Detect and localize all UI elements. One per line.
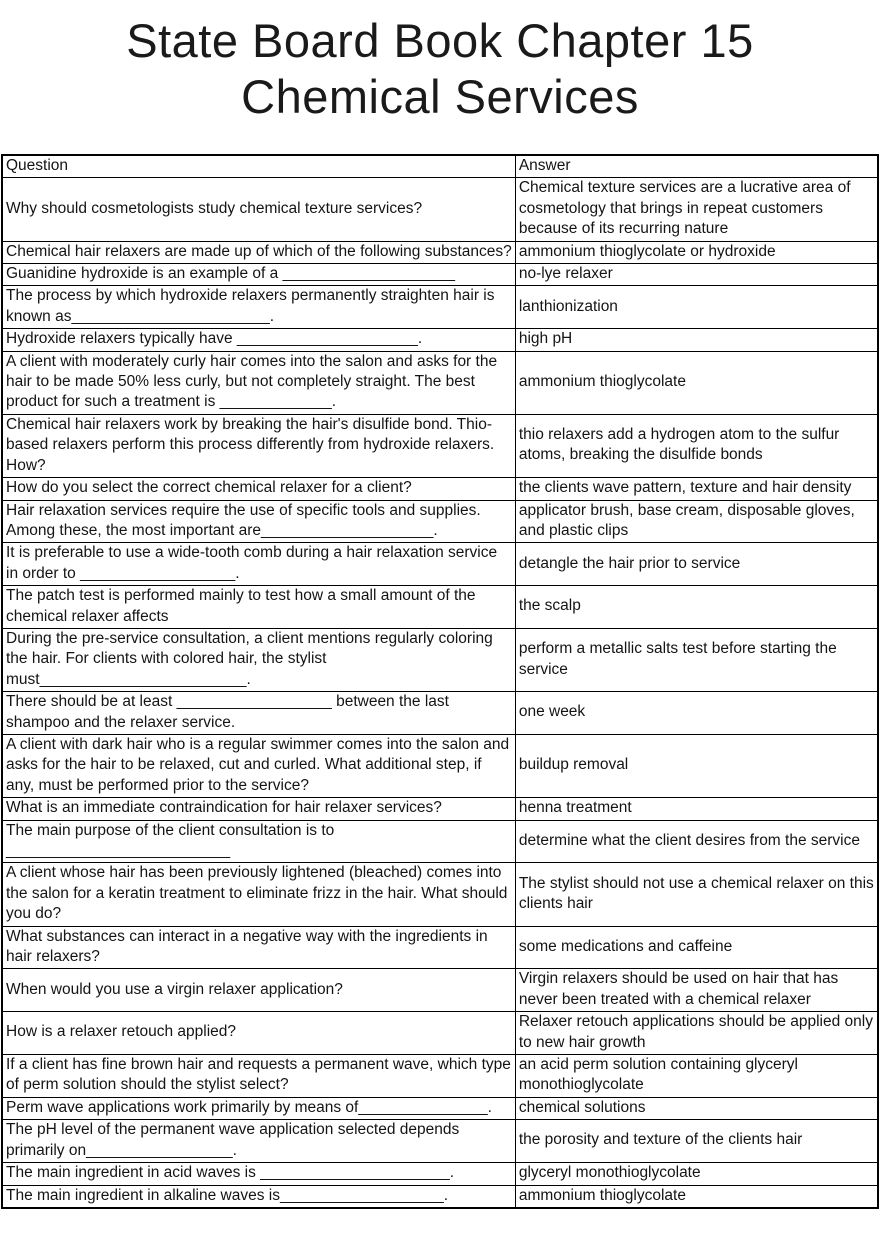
answer-cell: determine what the client desires from the service (515, 820, 878, 863)
table-row (2, 543, 878, 586)
table-row (2, 1120, 878, 1163)
question-cell: How is a relaxer retouch applied? (2, 1012, 515, 1055)
table-row (2, 1097, 878, 1119)
table-row (2, 1055, 878, 1098)
question-cell: The main ingredient in acid waves is ______________________. (2, 1163, 515, 1185)
question-cell: When would you use a virgin relaxer application? (2, 969, 515, 1012)
question-cell: How do you select the correct chemical relaxer for a client? (2, 478, 515, 500)
question-cell: The main purpose of the client consultation is to __________________________ (2, 820, 515, 863)
answer-cell: Relaxer retouch applications should be applied only to new hair growth (515, 1012, 878, 1055)
question-cell: What is an immediate contraindication for hair relaxer services? (2, 798, 515, 820)
question-cell: It is preferable to use a wide-tooth comb during a hair relaxation service in order to __________________. (2, 543, 515, 586)
question-cell: Chemical hair relaxers are made up of which of the following substances? (2, 241, 515, 263)
answer-cell: high pH (515, 329, 878, 351)
answer-cell: some medications and caffeine (515, 926, 878, 969)
table-row (2, 286, 878, 329)
title-line-2: Chemical Services (241, 70, 639, 123)
answer-cell: one week (515, 692, 878, 735)
answer-cell: buildup removal (515, 734, 878, 797)
table-row (2, 734, 878, 797)
answer-cell: an acid perm solution containing glyceryl monothioglycolate (515, 1055, 878, 1098)
answer-cell: applicator brush, base cream, disposable gloves, and plastic clips (515, 500, 878, 543)
answer-cell: glyceryl monothioglycolate (515, 1163, 878, 1185)
table-row (2, 178, 878, 241)
question-cell: Chemical hair relaxers work by breaking the hair's disulfide bond. Thio-based relaxers perform this process differently from hydroxide relaxers. How? (2, 414, 515, 477)
question-cell: What substances can interact in a negative way with the ingredients in hair relaxers? (2, 926, 515, 969)
answer-cell: Chemical texture services are a lucrative area of cosmetology that brings in repeat customers because of its recurring nature (515, 178, 878, 241)
answer-cell: the scalp (515, 586, 878, 629)
table-row (2, 863, 878, 926)
header-row (2, 155, 878, 178)
table-row (2, 692, 878, 735)
answer-cell: the clients wave pattern, texture and hair density (515, 478, 878, 500)
table-row (2, 414, 878, 477)
table-row (2, 351, 878, 414)
table-row (2, 329, 878, 351)
answer-cell: Virgin relaxers should be used on hair that has never been treated with a chemical relaxer (515, 969, 878, 1012)
question-cell: A client whose hair has been previously lightened (bleached) comes into the salon for a keratin treatment to eliminate frizz in the hair. What should you do? (2, 863, 515, 926)
qa-table-body (2, 178, 878, 1208)
answer-cell: no-lye relaxer (515, 264, 878, 286)
question-cell: The main ingredient in alkaline waves is___________________. (2, 1185, 515, 1208)
question-cell: If a client has fine brown hair and requests a permanent wave, which type of perm solution should the stylist select? (2, 1055, 515, 1098)
question-cell: A client with dark hair who is a regular swimmer comes into the salon and asks for the hair to be relaxed, cut and curled. What additional step, if any, must be performed prior to the service? (2, 734, 515, 797)
answer-cell: ammonium thioglycolate (515, 351, 878, 414)
table-row (2, 798, 878, 820)
question-cell: There should be at least __________________ between the last shampoo and the relaxer service. (2, 692, 515, 735)
answer-cell: ammonium thioglycolate or hydroxide (515, 241, 878, 263)
page-title (0, 0, 880, 125)
table-row (2, 820, 878, 863)
question-cell: Hydroxide relaxers typically have _____________________. (2, 329, 515, 351)
table-row (2, 628, 878, 691)
question-cell: The patch test is performed mainly to test how a small amount of the chemical relaxer affects (2, 586, 515, 629)
answer-column-header: Answer (515, 155, 878, 178)
question-cell: Guanidine hydroxide is an example of a ____________________ (2, 264, 515, 286)
answer-cell: chemical solutions (515, 1097, 878, 1119)
table-row (2, 478, 878, 500)
answer-cell: lanthionization (515, 286, 878, 329)
table-row (2, 1185, 878, 1208)
answer-cell: henna treatment (515, 798, 878, 820)
answer-cell: the porosity and texture of the clients hair (515, 1120, 878, 1163)
answer-cell: The stylist should not use a chemical relaxer on this clients hair (515, 863, 878, 926)
table-row (2, 926, 878, 969)
answer-cell: thio relaxers add a hydrogen atom to the sulfur atoms, breaking the disulfide bonds (515, 414, 878, 477)
question-column-header: Question (2, 155, 515, 178)
question-cell: Hair relaxation services require the use of specific tools and supplies. Among these, the most important are____________________. (2, 500, 515, 543)
question-cell: Why should cosmetologists study chemical texture services? (2, 178, 515, 241)
title-line-1: State Board Book Chapter 15 (126, 14, 754, 67)
question-cell: Perm wave applications work primarily by means of_______________. (2, 1097, 515, 1119)
question-cell: During the pre-service consultation, a client mentions regularly coloring the hair. For clients with colored hair, the stylist must________________________. (2, 628, 515, 691)
answer-cell: perform a metallic salts test before starting the service (515, 628, 878, 691)
table-row (2, 586, 878, 629)
question-cell: A client with moderately curly hair comes into the salon and asks for the hair to be made 50% less curly, but not completely straight. The best product for such a treatment is _____________. (2, 351, 515, 414)
table-row (2, 969, 878, 1012)
question-cell: The pH level of the permanent wave application selected depends primarily on_________________. (2, 1120, 515, 1163)
table-row (2, 1012, 878, 1055)
table-row (2, 264, 878, 286)
answer-cell: detangle the hair prior to service (515, 543, 878, 586)
table-row (2, 500, 878, 543)
question-cell: The process by which hydroxide relaxers permanently straighten hair is known as_______________________. (2, 286, 515, 329)
table-row (2, 1163, 878, 1185)
answer-cell: ammonium thioglycolate (515, 1185, 878, 1208)
qa-table (1, 154, 879, 1209)
table-row (2, 241, 878, 263)
